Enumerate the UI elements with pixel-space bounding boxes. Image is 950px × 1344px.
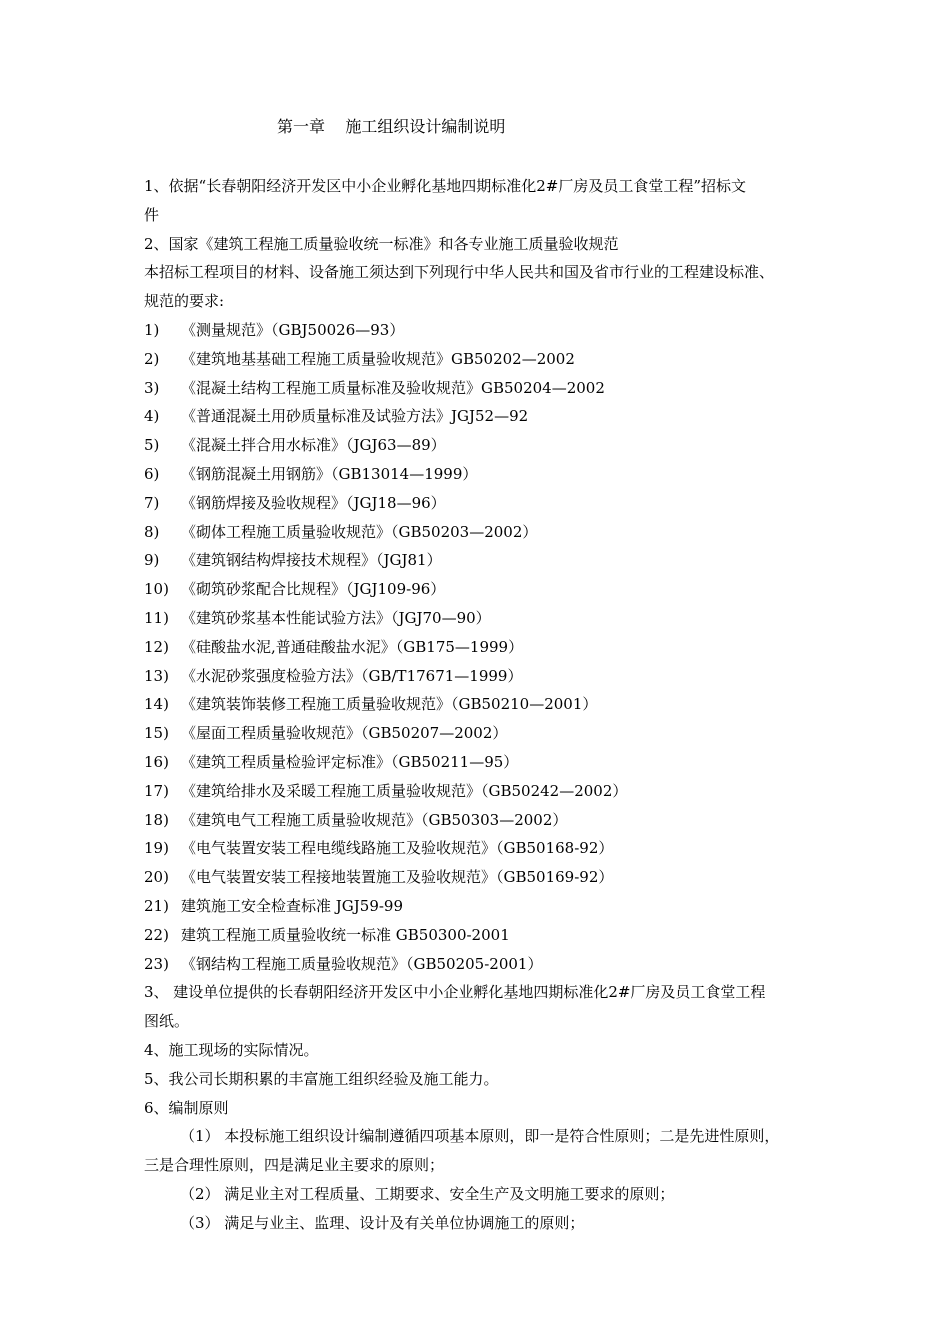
list-item — [144, 863, 844, 892]
item-number: 15) — [144, 724, 169, 743]
list-item — [144, 345, 844, 374]
item-number: 1) — [144, 320, 160, 339]
basis-3-line-2: 图纸。 — [144, 1012, 190, 1031]
list-item — [144, 777, 844, 806]
item-number: 6) — [144, 464, 160, 483]
item-number: 4) — [144, 407, 160, 426]
item-number: 13) — [144, 666, 169, 685]
item-number: 18) — [144, 810, 169, 829]
item-text: 《建筑地基基础工程施工质量验收规范》GB50202—2002 — [181, 349, 575, 368]
item-number: 3) — [144, 378, 160, 397]
item-text: 《钢结构工程施工质量验收规范》（GB50205-2001） — [181, 954, 543, 973]
item-number: 19) — [144, 839, 169, 858]
basis-3-line-1: 3、 建设单位提供的长春朝阳经济开发区中小企业孵化基地四期标准化2#厂房及员工食堂工程 — [144, 983, 766, 1002]
item-text: 《屋面工程质量验收规范》（GB50207—2002） — [181, 724, 508, 743]
item-text: 《建筑装饰装修工程施工质量验收规范》（GB50210—2001） — [181, 695, 598, 714]
list-item — [144, 575, 844, 604]
item-text: 建筑工程施工质量验收统一标准 GB50300-2001 — [181, 925, 510, 944]
item-number: 8) — [144, 522, 160, 541]
item-number: 20) — [144, 868, 169, 887]
basis-2: 2、国家《建筑工程施工质量验收统一标准》和各专业施工质量验收规范 — [144, 234, 619, 253]
list-item — [144, 518, 844, 547]
item-text: 《水泥砂浆强度检验方法》（GB/T17671—1999） — [181, 666, 523, 685]
basis-1-line-1: 1、依据“长春朝阳经济开发区中小企业孵化基地四期标准化2#厂房及员工食堂工程”招标文 — [144, 177, 746, 195]
basis-1-line-2: 件 — [144, 205, 160, 224]
list-item — [144, 489, 844, 518]
item-text: 《建筑给排水及采暖工程施工质量验收规范》（GB50242—2002） — [181, 781, 628, 800]
list-item — [144, 604, 844, 633]
item-text: 《测量规范》（GBJ50026—93） — [181, 320, 405, 339]
item-text: 《建筑电气工程施工质量验收规范》（GB50303—2002） — [181, 810, 568, 829]
list-item — [144, 374, 844, 403]
chapter-title: 第一章 施工组织设计编制说明 — [277, 117, 506, 136]
item-number: 22) — [144, 925, 169, 944]
item-text: 《钢筋混凝土用钢筋》（GB13014—1999） — [181, 464, 478, 483]
item-text: 《混凝土结构工程施工质量标准及验收规范》GB50204—2002 — [181, 378, 605, 397]
item-number: 2) — [144, 349, 160, 368]
item-text: 建筑施工安全检查标准 JGJ59-99 — [181, 896, 404, 915]
list-item — [144, 633, 844, 662]
item-number: 10) — [144, 580, 169, 599]
item-number: 21) — [144, 896, 169, 915]
item-text: 《建筑砂浆基本性能试验方法》（JGJ70—90） — [181, 608, 491, 627]
item-number: 7) — [144, 493, 160, 512]
list-item — [144, 662, 844, 691]
item-text: 《混凝土拌合用水标准》（JGJ63—89） — [181, 436, 446, 455]
standards-intro-line-2: 规范的要求: — [144, 292, 225, 311]
item-number: 16) — [144, 752, 169, 771]
list-item — [144, 806, 844, 835]
item-text: 《电气装置安装工程电缆线路施工及验收规范》（GB50168-92） — [181, 839, 614, 858]
item-number: 17) — [144, 781, 169, 800]
item-text: 《建筑工程质量检验评定标准》（GB50211—95） — [181, 752, 519, 771]
item-number: 14) — [144, 695, 169, 714]
list-item — [144, 748, 844, 777]
principle-3: （3） 满足与业主、监理、设计及有关单位协调施工的原则； — [180, 1213, 585, 1232]
item-text: 《普通混凝土用砂质量标准及试验方法》JGJ52—92 — [181, 407, 529, 426]
list-item — [144, 719, 844, 748]
list-item — [144, 892, 844, 921]
item-text: 《硅酸盐水泥,普通硅酸盐水泥》（GB175—1999） — [181, 637, 524, 656]
standards-list — [144, 316, 844, 978]
item-number: 12) — [144, 637, 169, 656]
list-item — [144, 431, 844, 460]
item-number: 9) — [144, 551, 160, 570]
list-item — [144, 546, 844, 575]
list-item — [144, 834, 844, 863]
item-text: 《砌体工程施工质量验收规范》（GB50203—2002） — [181, 522, 538, 541]
item-text: 《砌筑砂浆配合比规程》（JGJ109-96） — [181, 580, 446, 599]
standards-intro-line-1: 本招标工程项目的材料、设备施工须达到下列现行中华人民共和国及省市行业的工程建设标准、 — [144, 263, 775, 282]
item-number: 11) — [144, 608, 169, 627]
item-text: 《建筑钢结构焊接技术规程》（JGJ81） — [181, 551, 442, 570]
principle-1-line-1: （1） 本投标施工组织设计编制遵循四项基本原则，即一是符合性原则；二是先进性原则， — [180, 1127, 780, 1146]
list-item — [144, 950, 844, 979]
principle-1-line-2: 三是合理性原则，四是满足业主要求的原则； — [144, 1156, 445, 1175]
document-body — [144, 172, 844, 1237]
list-item — [144, 402, 844, 431]
basis-4: 4、施工现场的实际情况。 — [144, 1040, 319, 1059]
item-text: 《电气装置安装工程接地装置施工及验收规范》（GB50169-92） — [181, 868, 614, 887]
principle-2: （2） 满足业主对工程质量、工期要求、安全生产及文明施工要求的原则； — [180, 1184, 675, 1203]
item-number: 23) — [144, 954, 169, 973]
list-item — [144, 316, 844, 345]
basis-5: 5、我公司长期积累的丰富施工组织经验及施工能力。 — [144, 1069, 499, 1088]
list-item — [144, 690, 844, 719]
list-item — [144, 460, 844, 489]
basis-6-heading: 6、编制原则 — [144, 1098, 229, 1117]
item-number: 5) — [144, 436, 160, 455]
item-text: 《钢筋焊接及验收规程》（JGJ18—96） — [181, 493, 446, 512]
list-item — [144, 921, 844, 950]
